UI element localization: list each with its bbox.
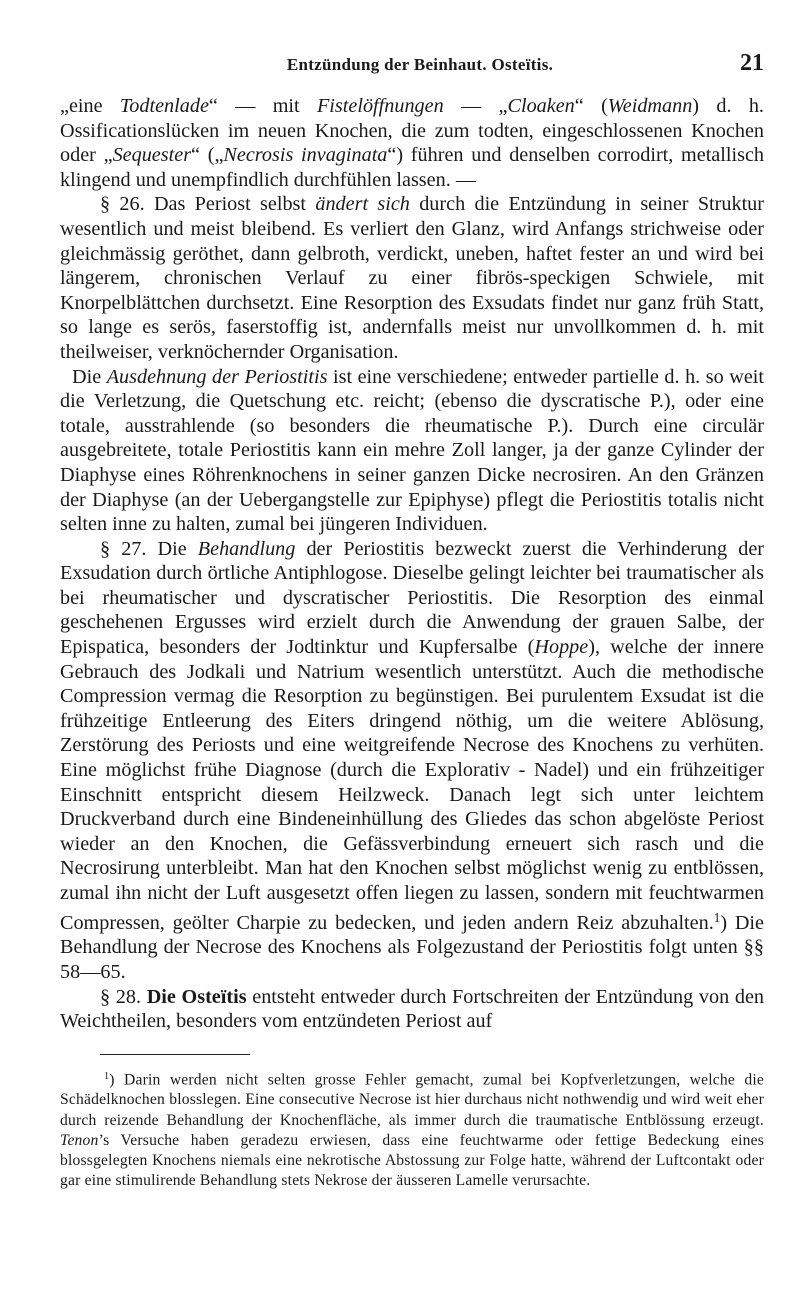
italic-author: Weidmann bbox=[607, 95, 693, 117]
italic-term: Necrosis invaginata bbox=[223, 144, 388, 167]
text-run: ) Darin werden nicht selten grosse Fehler gemacht, zumal bei Kopfverletzungen, welche die Schädelknochen blosslegen. Eine consecutive Necrose ist hier durchaus nicht nothwendig und wird weit eher durch reizende Behandlung der Knochenfläche, als immer durch die traumatische Entblössung erzeugt. bbox=[60, 1071, 764, 1129]
text-run: Die bbox=[72, 365, 107, 388]
text-run: ist eine verschiedene; entweder partielle d. h. so weit die Verletzung, die Quetschung etc. reicht; (ebenso die dyscratische P.), oder eine totale, ausstrahlende (so besonders die rheumatische P.). Durch eine circulär ausgebreitete, totale Periostitis kann ein mehre Zoll langer, ja der ganze Cylinder der Diaphyse eines Röhrenknochens in seiner ganzen Dicke necrosiren. An den Gränzen der Diaphyse (an der Uebergangstelle zur Epiphyse) pflegt die Periostitis totalis nicht selten inne zu halten, zumal bei jüngeren Individuen. bbox=[60, 365, 764, 536]
running-head bbox=[60, 50, 764, 90]
italic-term: Todtenlade bbox=[119, 95, 209, 117]
text-run: “) führen und denselben corrodirt, metallisch klingend und unempfindlich durchfühlen lassen. — bbox=[60, 144, 765, 191]
footnote bbox=[60, 1067, 764, 1191]
italic-term: Fistelöffnungen bbox=[316, 95, 444, 117]
italic-term: Ausdehnung der Periostitis bbox=[106, 365, 328, 388]
footnote-divider bbox=[100, 1054, 250, 1055]
text-run: “ — mit bbox=[208, 95, 317, 117]
italic-author: Hoppe bbox=[534, 636, 589, 659]
footnote-text bbox=[60, 1067, 764, 1191]
text-run: — „ bbox=[443, 95, 508, 117]
bold-term: Die Osteïtis bbox=[146, 985, 247, 1008]
footnote-reference[interactable]: 1 bbox=[713, 909, 721, 925]
paragraph-ausdehnung bbox=[60, 365, 764, 537]
page-number: 21 bbox=[740, 50, 764, 76]
running-title: Entzündung der Beinhaut. Osteïtis. bbox=[286, 55, 554, 74]
text-run: ’s Versuche haben geradezu erwiesen, dass eine feuchtwarme oder fettige Bedeckung eines blossgelegten Knochens niemals eine nekrotische Abstossung zur Folge hatte, während der Luftcontakt oder gar eine stimulirende Behandlung stets Nekrose der äusseren Lamelle verursachte. bbox=[60, 1131, 764, 1189]
italic-term: ändert sich bbox=[315, 193, 410, 216]
paragraph-section-28 bbox=[60, 985, 764, 1034]
text-run: „eine bbox=[60, 95, 120, 117]
paragraph-section-27 bbox=[60, 537, 764, 985]
text-run: Das Periost selbst bbox=[144, 193, 316, 216]
text-run: durch die Entzündung in seiner Struktur wesentlich und meist bleibend. Es verliert den Glanz, wird Anfangs strichweise oder gleichmässig geröthet, dann gelbroth, verdickt, uneben, haftet fester an und wird bei längerem, chronischen Verlauf zu einer fibrös-speckigen Schwiele, mit Knorpelblättchen durchsetzt. Eine Resorption des Exsudats findet nur ganz früh Statt, so lange es serös, faserstoffig ist, andernfalls meist nur unvollkommen d. h. mit theilweiser, verknöchernder Organisation. bbox=[60, 193, 765, 363]
italic-term: Behandlung bbox=[197, 537, 296, 560]
body-text bbox=[60, 94, 764, 1034]
text-run: ) Die Behandlung der Necrose des Knochens als Folgezustand der Periostitis folgt unten §§ 58—65. bbox=[60, 911, 765, 983]
section-number: § 27. bbox=[100, 537, 147, 560]
section-number: § 28. bbox=[100, 985, 142, 1008]
italic-term: Sequester bbox=[112, 144, 192, 167]
section-number: § 26. bbox=[100, 193, 145, 216]
paragraph-todtenlade bbox=[60, 94, 764, 192]
paragraph-section-26 bbox=[60, 192, 764, 364]
italic-author: Tenon bbox=[60, 1131, 99, 1149]
italic-term: Cloaken bbox=[507, 95, 575, 117]
text-run: der Periostitis bezweckt zuerst die Verhinderung der Exsudation durch örtliche Antiphlogose. Dieselbe gelingt leichter bei traumatischer als bei rheumatischer und dyscratischer Periostitis. Die Resorption des einmal geschehenen Ergusses wird erzielt durch die Anwendung der grauen Salbe, der Epispatica, besonders der Jodtinktur und Kupfersalbe ( bbox=[60, 537, 764, 659]
text-run: Die bbox=[146, 537, 198, 560]
text-run: ) d. h. Ossificationslücken im neuen Knochen, die zum todten, eingeschlossenen Knochen oder „ bbox=[60, 95, 764, 167]
text-run: “ („ bbox=[191, 144, 224, 167]
footnote-marker: 1 bbox=[104, 1070, 110, 1082]
text-run: ), welche der innere Gebrauch des Jodkali und Natrium wesentlich unterstützt. Auch die methodische Compression vermag die Resorption zu begünstigen. Bei purulentem Exsudat ist die frühzeitige Entleerung des Eiters dringend nöthig, um die weitere Ablösung, Zerstörung des Periosts und eine weitgreifende Necrose des Knochens zu verhüten. Eine möglichst frühe Diagnose (durch die Explorativ - Nadel) und ein frühzeitiger Einschnitt entspricht diesem Heilzweck. Danach legt sich unter leichtem Druckverband durch eine Bindeneinhüllung des Gliedes das schon abgelöste Periost wieder an den Knochen, die Gefässverbindung erneuert sich rasch und die Necrosirung unterbleibt. Man hat den Knochen selbst möglichst wenig zu entblössen, zumal ihn nicht der Luft ausgesetzt offen liegen zu lassen, sondern mit feuchtwarmen Compressen, geölter Charpie zu bedecken, und jeden andern Reiz abzuhalten. bbox=[60, 636, 764, 934]
text-run: entsteht entweder durch Fortschreiten der Entzündung von den Weichtheilen, besonders vom entzündeten Periost auf bbox=[60, 985, 765, 1033]
text-run: “ ( bbox=[574, 95, 608, 117]
